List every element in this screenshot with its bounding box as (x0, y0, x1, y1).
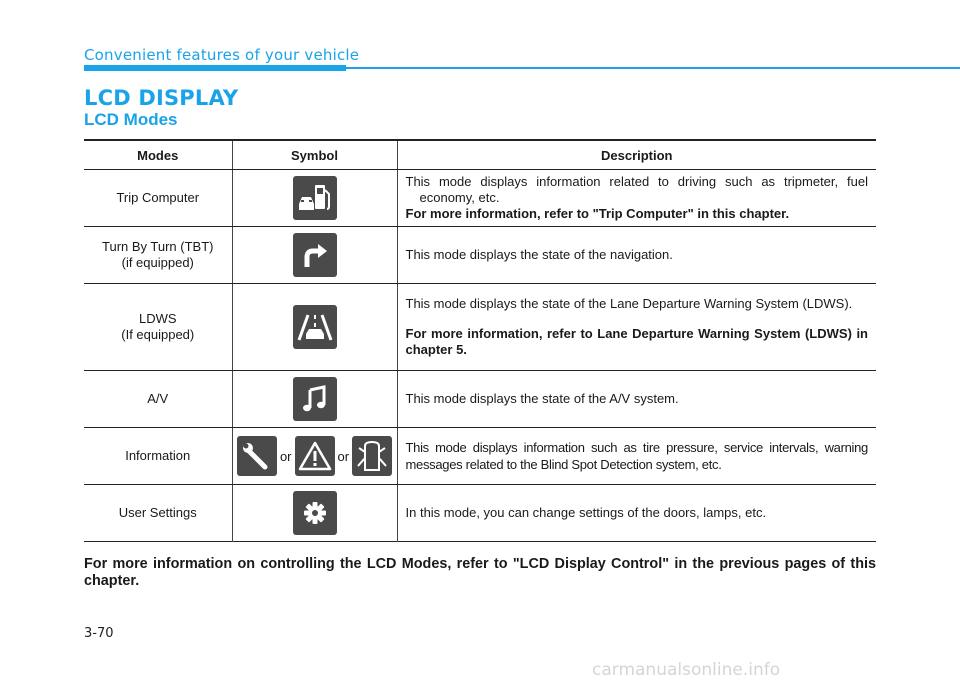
or-separator: or (279, 448, 292, 464)
section-header: Convenient features of your vehicle (84, 46, 360, 64)
page-subtitle: LCD Modes (84, 110, 178, 129)
description-text: This mode displays information related to driving such as tripmeter, fuel economy, etc. (405, 174, 868, 205)
description-cell (397, 485, 876, 542)
column-header-symbol: Symbol (232, 140, 397, 170)
description-cell (397, 371, 876, 428)
mode-note: (If equipped) (121, 327, 195, 342)
description-text: This mode displays the state of the A/V system. (405, 391, 679, 406)
mode-cell (84, 227, 232, 284)
description-cell (397, 227, 876, 284)
table-row (84, 284, 876, 371)
trip-computer-icon (293, 176, 337, 220)
mode-cell (84, 371, 232, 428)
table-header-row (84, 140, 876, 170)
mode-name: User Settings (118, 505, 197, 520)
page-number: 3-70 (84, 626, 114, 641)
mode-cell (84, 485, 232, 542)
header-rule-thick (84, 65, 346, 71)
symbol-cell (232, 485, 397, 542)
mode-cell (84, 170, 232, 227)
table-row (84, 170, 876, 227)
watermark: carmanualsonline.info (592, 660, 781, 680)
symbol-cell (232, 170, 397, 227)
description-text: This mode displays the state of the Lane Departure Warning System (LDWS). (405, 296, 853, 311)
description-text: This mode displays information such as tire pressure, service intervals, warning messages related to the Blind Spot Detection system, etc. (405, 440, 868, 472)
description-text: In this mode, you can change settings of the doors, lamps, etc. (405, 505, 767, 520)
mode-name: Trip Computer (116, 190, 200, 205)
music-note-icon (293, 377, 337, 421)
mode-name: A/V (147, 391, 169, 406)
description-cell (397, 170, 876, 227)
description-reference: For more information, refer to Lane Departure Warning System (LDWS) in chapter 5. (405, 326, 868, 357)
gear-icon (293, 491, 337, 535)
blind-spot-car-icon (352, 436, 392, 476)
turn-arrow-icon (293, 233, 337, 277)
description-cell (397, 428, 876, 485)
wrench-icon (237, 436, 277, 476)
mode-cell (84, 428, 232, 485)
symbol-cell (232, 428, 397, 485)
lcd-modes-table (84, 139, 876, 542)
header-rule-thin (346, 67, 960, 69)
table-row (84, 428, 876, 485)
lane-departure-icon (293, 305, 337, 349)
table-row (84, 485, 876, 542)
page-title: LCD DISPLAY (84, 86, 239, 110)
symbol-cell (232, 227, 397, 284)
table-row (84, 371, 876, 428)
symbol-cell (232, 284, 397, 371)
symbol-cell (232, 371, 397, 428)
description-cell (397, 284, 876, 371)
or-separator: or (337, 448, 350, 464)
footnote: For more information on controlling the LCD Modes, refer to "LCD Display Control" in the previous pages of this chapter. (84, 556, 876, 589)
column-header-modes: Modes (84, 140, 232, 170)
mode-name: Turn By Turn (TBT) (102, 239, 214, 254)
mode-name: LDWS (138, 311, 177, 326)
mode-note: (if equipped) (121, 255, 194, 270)
description-reference: For more information, refer to "Trip Computer" in this chapter. (405, 206, 790, 221)
mode-name: Information (125, 448, 191, 463)
warning-triangle-icon (295, 436, 335, 476)
description-text: This mode displays the state of the navigation. (405, 247, 673, 262)
table-row (84, 227, 876, 284)
mode-cell (84, 284, 232, 371)
column-header-description: Description (397, 140, 876, 170)
